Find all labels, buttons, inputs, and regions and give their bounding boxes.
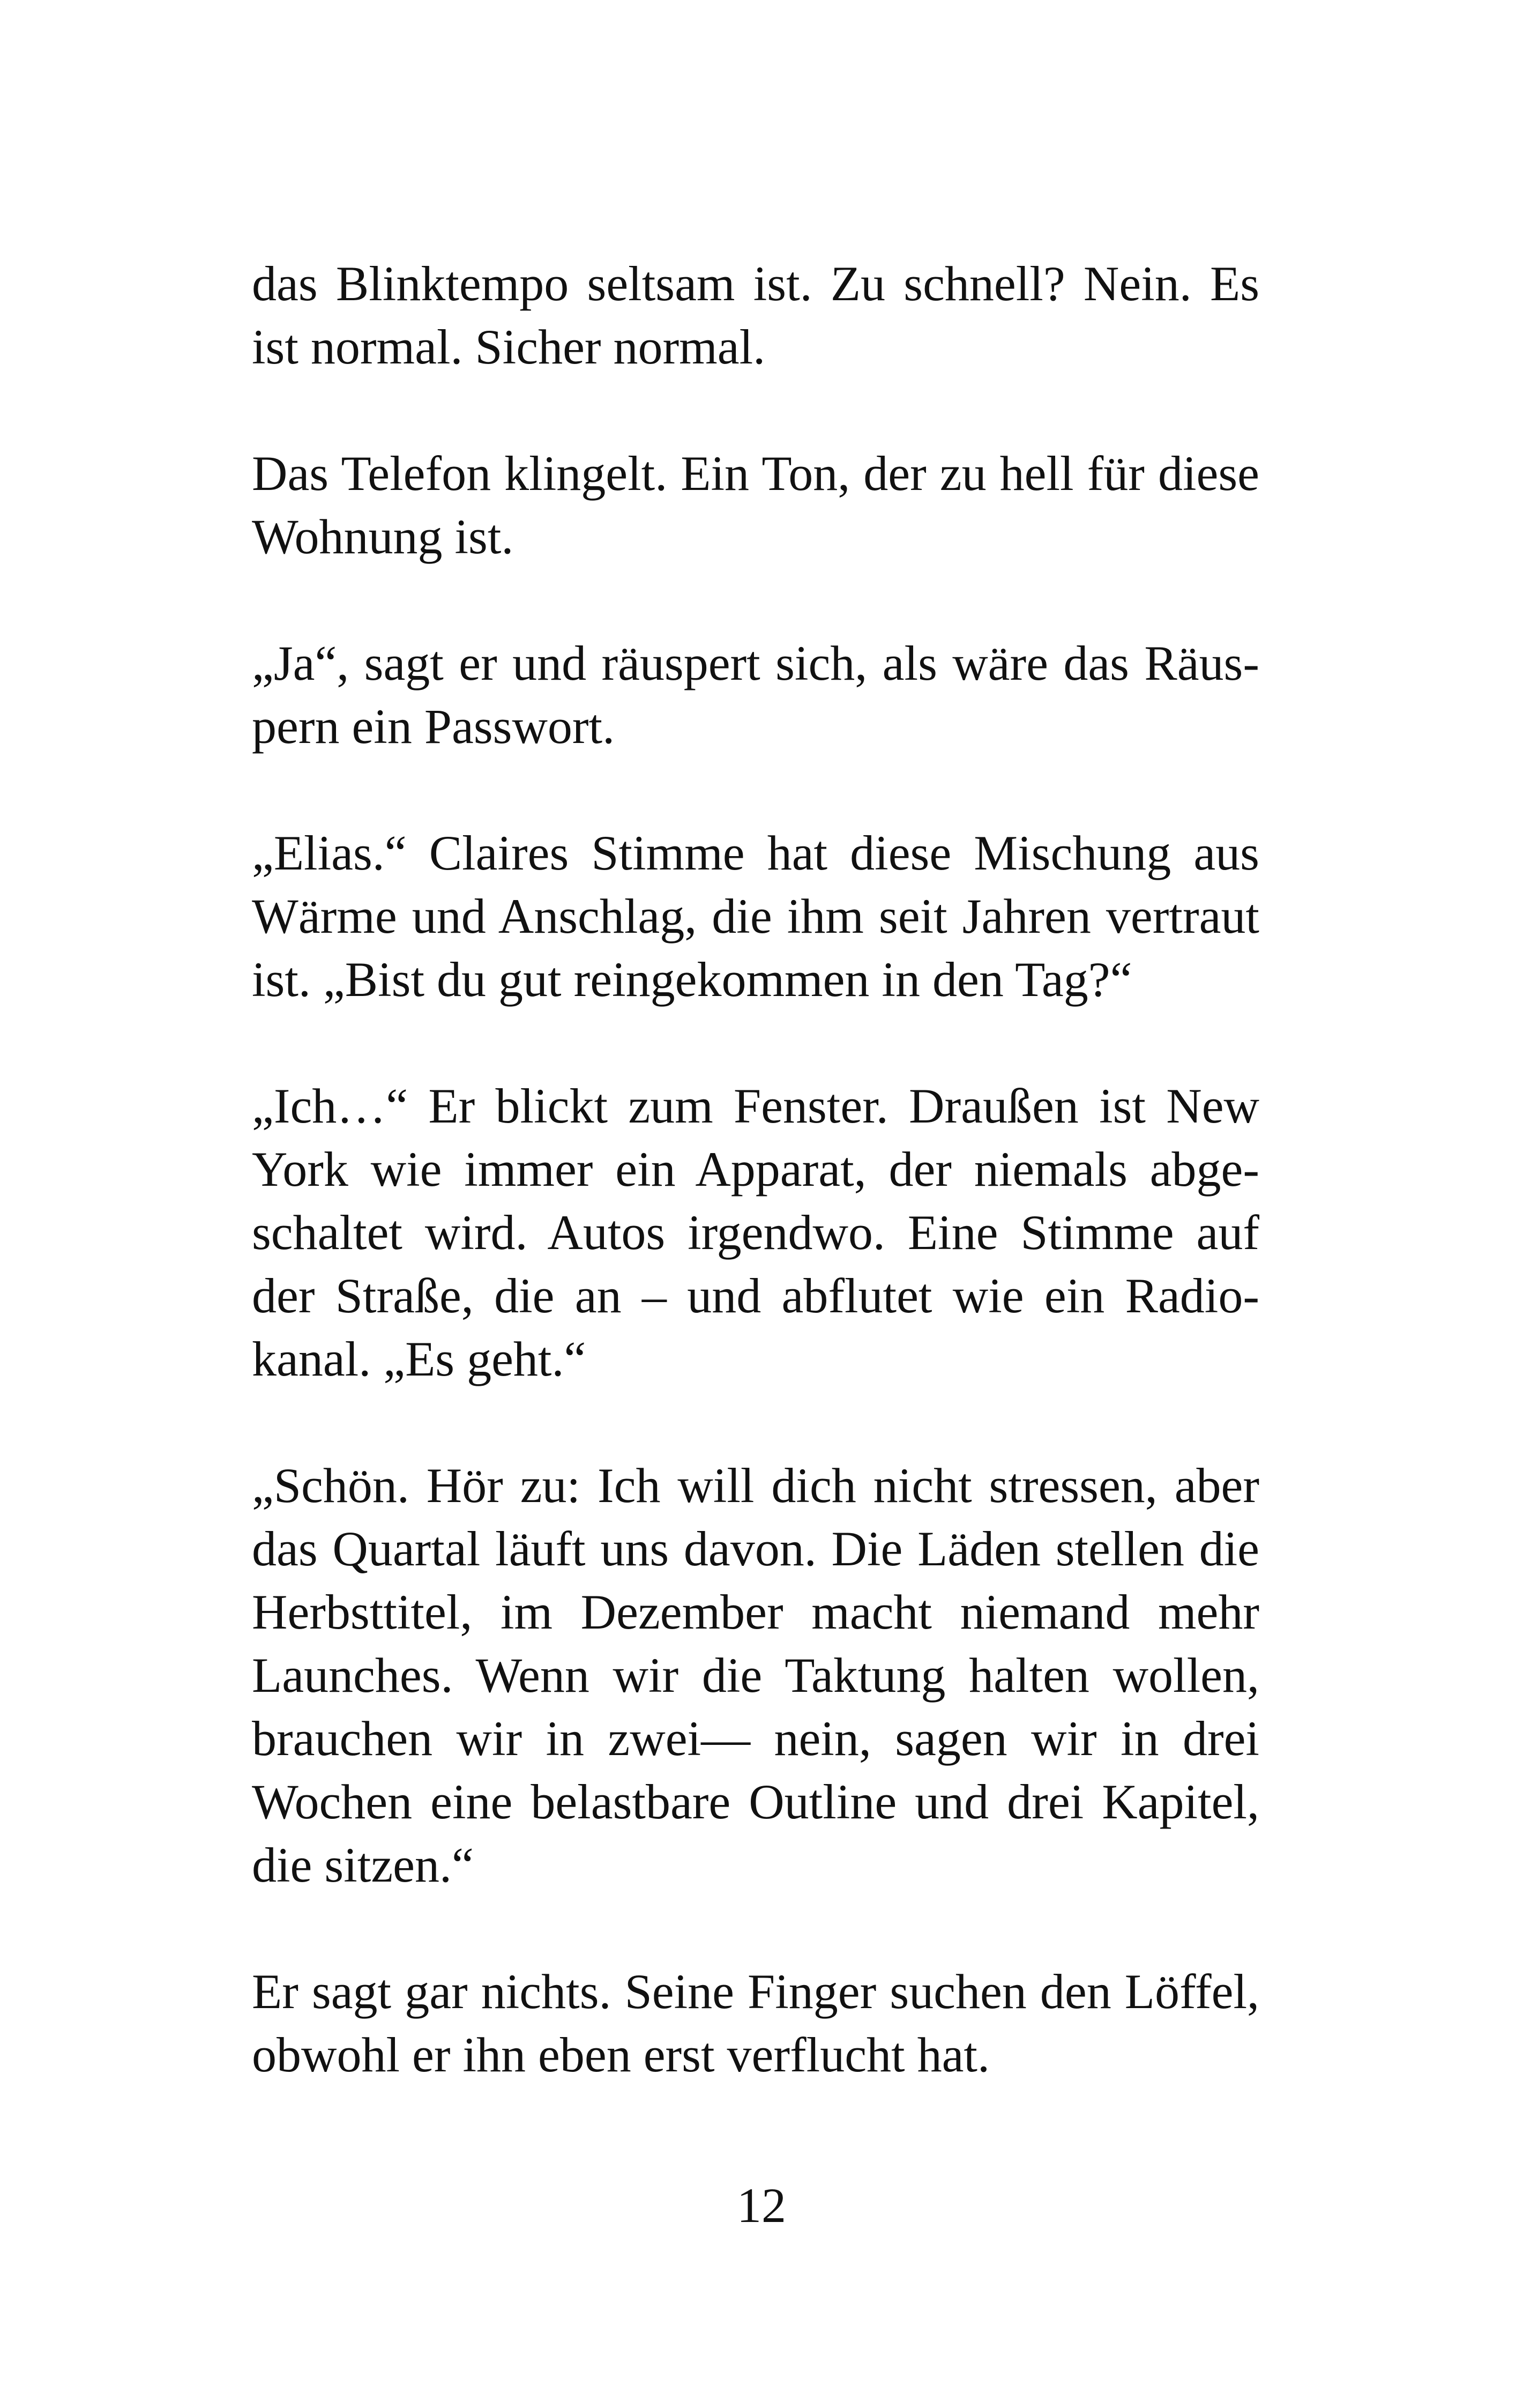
page-number: 12 <box>737 2178 786 2233</box>
paragraph: „Elias.“ Claires Stimme hat diese Mischung aus Wärme und Anschlag, die ihm seit Jahren vertraut ist. „Bist du gut reingekommen in den Tag?“ <box>252 826 1259 1007</box>
paragraph: „Schön. Hör zu: Ich will dich nicht stressen, aber das Quartal läuft uns davon. Die Läden stellen die Herbsttitel, im Dezember macht niemand mehr Launches. Wenn wir die Taktung halten wollen, brauchen wir in zwei— nein, sagen wir in drei Wochen eine belastbare Outline und drei Kapitel, die sitzen.“ <box>252 1458 1259 1892</box>
paragraph: Das Telefon klingelt. Ein Ton, der zu hell für diese Wohnung ist. <box>252 446 1259 564</box>
paragraph: Er sagt gar nichts. Seine Finger suchen den Löffel, obwohl er ihn eben erst verflucht hat. <box>252 1964 1259 2082</box>
paragraph: das Blinktempo seltsam ist. Zu schnell? Nein. Es ist normal. Sicher normal. <box>252 256 1259 374</box>
paragraph: „Ich…“ Er blickt zum Fenster. Draußen ist New York wie immer ein Apparat, der niemals abgeschaltet wird. Autos irgendwo. Eine Stimme auf der Straße, die an – und abflutet wie ein Radiokanal. „Es geht.“ <box>252 1079 1259 1386</box>
body-text <box>252 252 1259 2086</box>
paragraph: „Ja“, sagt er und räuspert sich, als wäre das Räuspern ein Passwort. <box>252 636 1259 754</box>
